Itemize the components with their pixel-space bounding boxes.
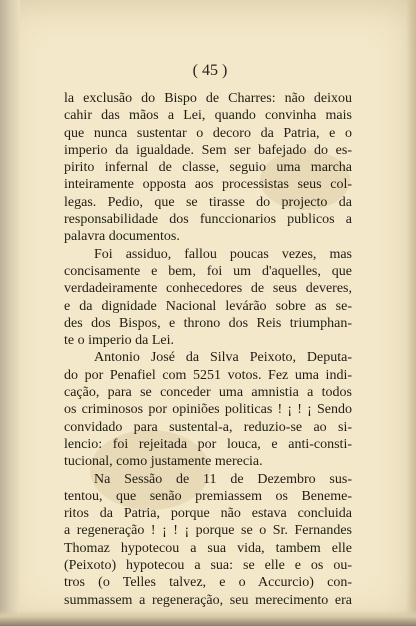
text-line: e da dignidade Nacional levárão sobre as se- <box>64 298 352 314</box>
text-line: la exclusão do Bispo de Charres: não deixou <box>64 91 352 106</box>
text-line: do por Penafiel com 5251 votos. Fez uma indi- <box>64 367 352 383</box>
text-line: ritos da Patria, porque não estava concluida <box>64 506 352 522</box>
text-line: Foi assiduo, fallou poucas vezes, mas <box>94 246 352 262</box>
text-line: cação, para se conceder uma amnistia a todos <box>64 385 352 401</box>
text-line: tros (o Telles talvez, e o Accurcio) con- <box>64 575 352 591</box>
text-line: concisamente e bem, foi um d'aquelles, que <box>64 263 352 279</box>
text-line: inteiramente opposta aos processistas seus col- <box>64 177 352 193</box>
text-line: summassem a regeneração, seu merecimento era <box>64 592 352 608</box>
page-number: ( 45 ) <box>192 62 228 79</box>
body-text <box>64 90 352 609</box>
text-line: lencio: foi rejeitada por louca, e anti-consti- <box>64 436 352 452</box>
text-line: tentou, que senão premiassem os Beneme- <box>64 488 352 504</box>
text-line: tucional, como justamente merecia. <box>64 454 263 470</box>
text-line: a regeneração ! ¡ ! ¡ porque se o Sr. Fernandes <box>64 523 352 539</box>
text-line: legas. Pedio, que se tirasse do projecto da <box>64 194 352 210</box>
text-line: que nunca sustentar o decoro da Patria, e o <box>64 125 352 141</box>
text-line: palavra documentos. <box>64 229 180 245</box>
text-line: cahir das mãos a Lei, quando convinha mais <box>64 108 352 124</box>
text-line: responsabilidade dos funccionarios publicos a <box>64 212 352 228</box>
text-line: Antonio José da Silva Peixoto, Deputa- <box>94 350 352 366</box>
text-line: des dos Bispos, e throno dos Reis triumphan- <box>64 315 352 331</box>
page-edge <box>406 0 416 626</box>
text-line: imperio da igualdade. Sem ser bafejado do es- <box>64 142 352 158</box>
text-line: convidado para sustental-a, reduzio-se ao si- <box>64 419 352 435</box>
text-line: pirito infernal de classe, seguio uma marcha <box>64 160 352 176</box>
page-bottom-edge <box>0 610 416 626</box>
text-line: te o imperio da Lei. <box>64 333 175 349</box>
text-line: Na Sessão de 11 de Dezembro sus- <box>94 471 352 487</box>
text-line: os criminosos por opiniões politicas ! ¡ ! ¡ Sendo <box>64 402 352 418</box>
text-line: (Peixoto) hypotecou a sua: se elle e os ou- <box>64 558 352 574</box>
page-gutter <box>0 0 20 626</box>
text-line: verdadeiramente conhecedores de seus deveres, <box>64 281 352 297</box>
text-line: Thomaz hypotecou a sua vida, tambem elle <box>64 540 352 556</box>
